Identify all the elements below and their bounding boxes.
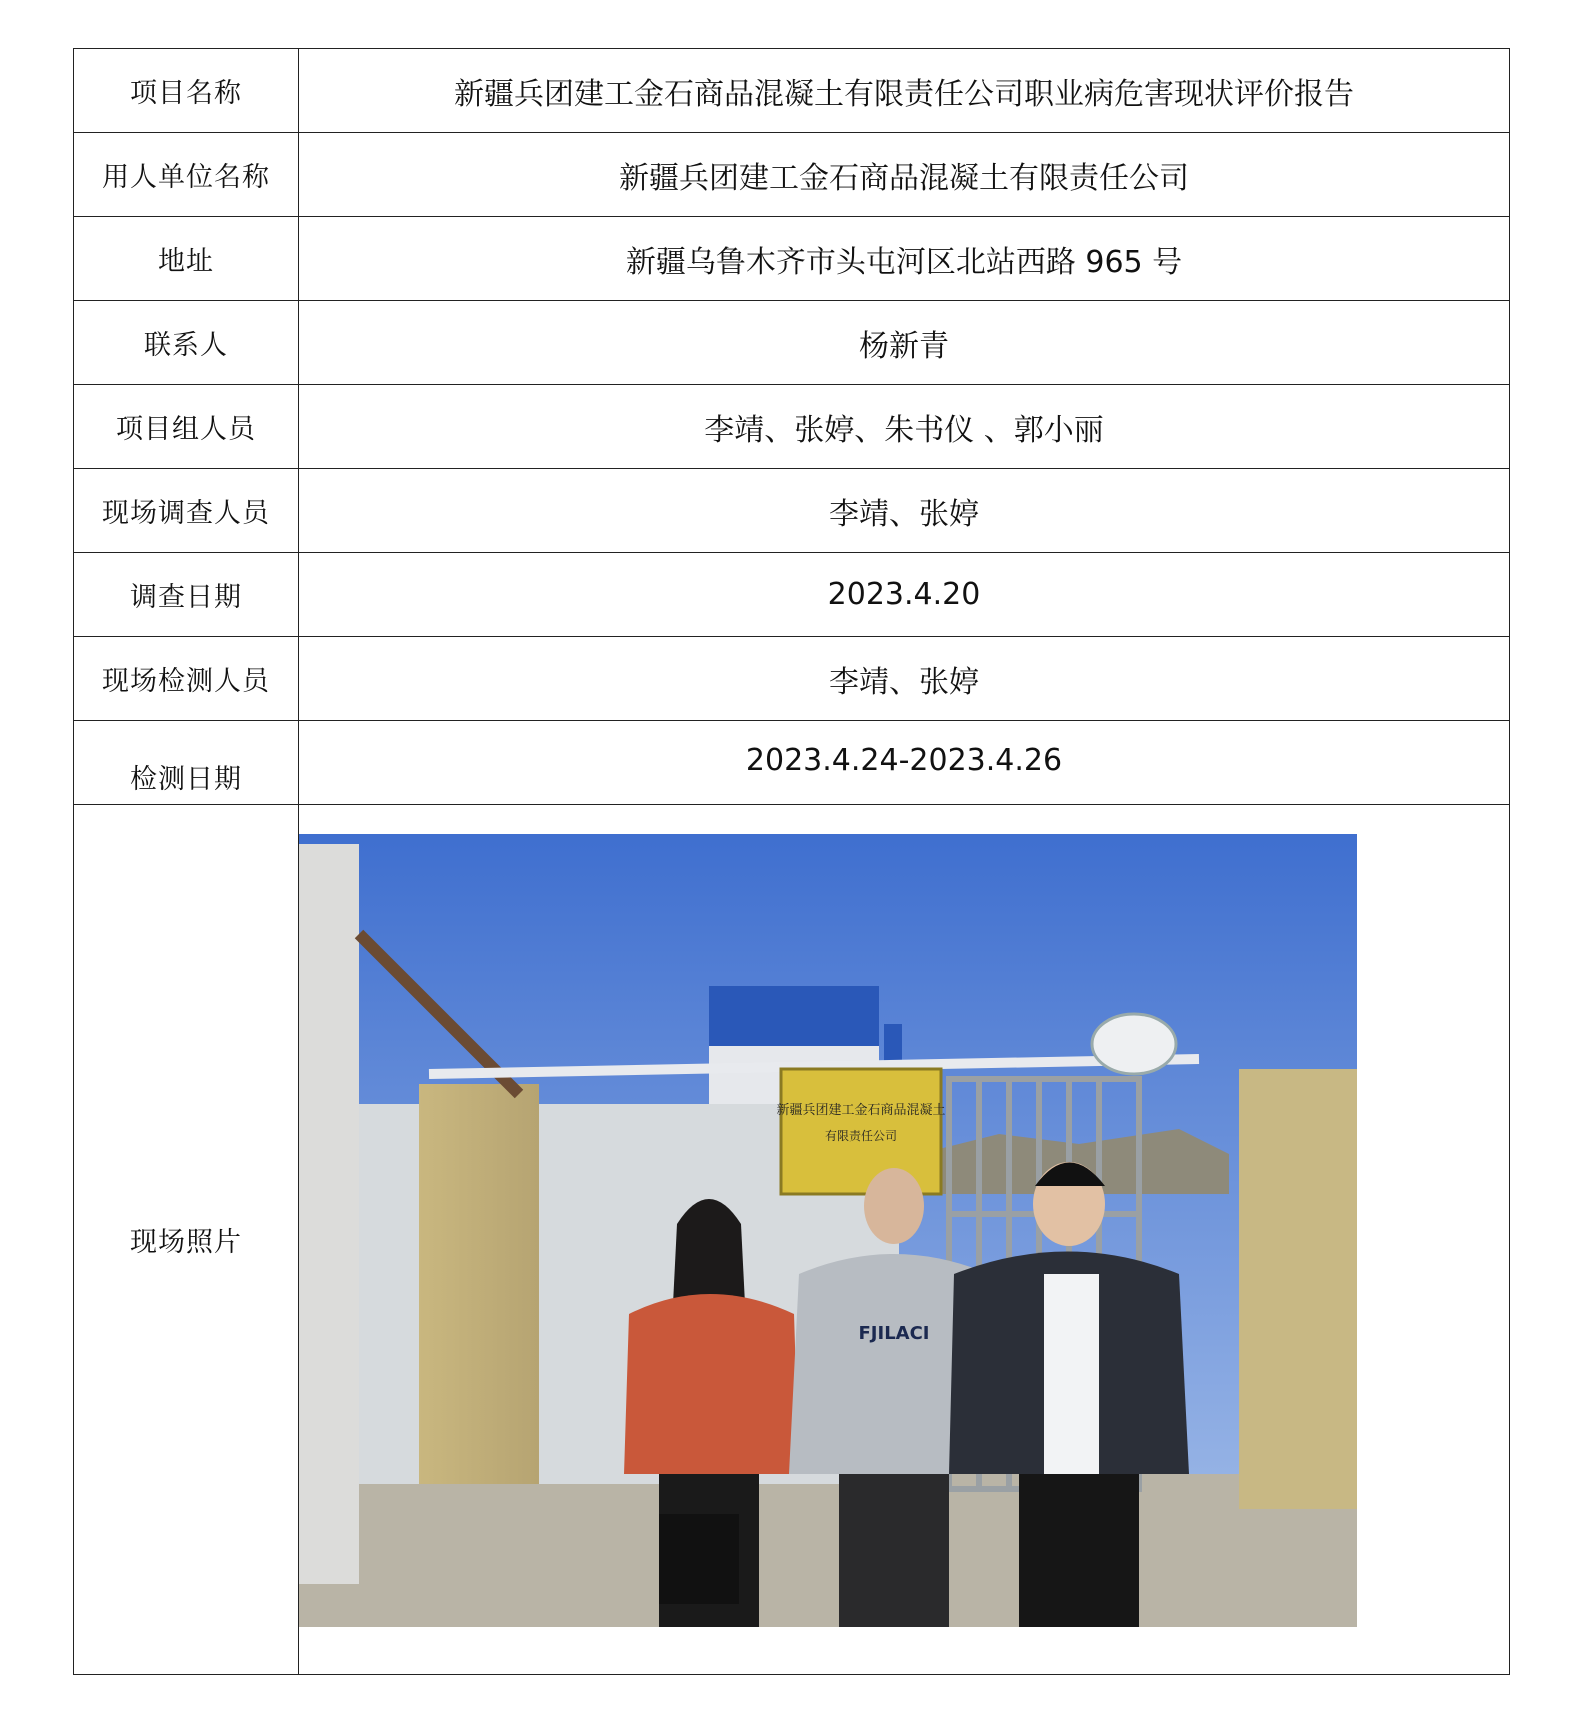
row-label-test-staff: 现场检测人员	[74, 637, 299, 721]
table-row	[74, 49, 1510, 133]
shirt-text: FJILACI	[858, 1323, 930, 1344]
table-row	[74, 133, 1510, 217]
row-label-address: 地址	[74, 217, 299, 301]
site-photo	[299, 834, 1357, 1627]
row-label-survey-staff: 现场调查人员	[74, 469, 299, 553]
row-value-survey-staff: 李靖、张婷	[299, 469, 1510, 553]
row-value-project-name: 新疆兵团建工金石商品混凝土有限责任公司职业病危害现状评价报告	[299, 49, 1510, 133]
row-value-test-staff: 李靖、张婷	[299, 637, 1510, 721]
row-value-test-date: 2023.4.24-2023.4.26	[299, 721, 1510, 805]
row-label-team: 项目组人员	[74, 385, 299, 469]
site-photo-cell	[299, 805, 1510, 1675]
row-value-contact: 杨新青	[299, 301, 1510, 385]
table-row	[74, 721, 1510, 805]
row-label-project-name: 项目名称	[74, 49, 299, 133]
info-sheet	[73, 48, 1510, 1675]
sign-line1: 新疆兵团建工金石商品混凝土	[776, 1103, 946, 1118]
row-value-survey-date: 2023.4.20	[299, 553, 1510, 637]
table-row	[74, 553, 1510, 637]
table-row	[74, 301, 1510, 385]
table-row	[74, 385, 1510, 469]
row-value-address: 新疆乌鲁木齐市头屯河区北站西路 965 号	[299, 217, 1510, 301]
table-row	[74, 217, 1510, 301]
row-label-site-photo: 现场照片	[74, 805, 299, 1675]
table-row	[74, 637, 1510, 721]
project-info-table	[73, 48, 1510, 1675]
sign-line2: 有限责任公司	[824, 1129, 898, 1143]
row-label-contact: 联系人	[74, 301, 299, 385]
row-value-team: 李靖、张婷、朱书仪 、郭小丽	[299, 385, 1510, 469]
row-label-employer: 用人单位名称	[74, 133, 299, 217]
table-row	[74, 469, 1510, 553]
row-value-employer: 新疆兵团建工金石商品混凝土有限责任公司	[299, 133, 1510, 217]
table-row	[74, 805, 1510, 1675]
row-label-test-date: 检测日期	[74, 721, 299, 805]
row-label-survey-date: 调查日期	[74, 553, 299, 637]
